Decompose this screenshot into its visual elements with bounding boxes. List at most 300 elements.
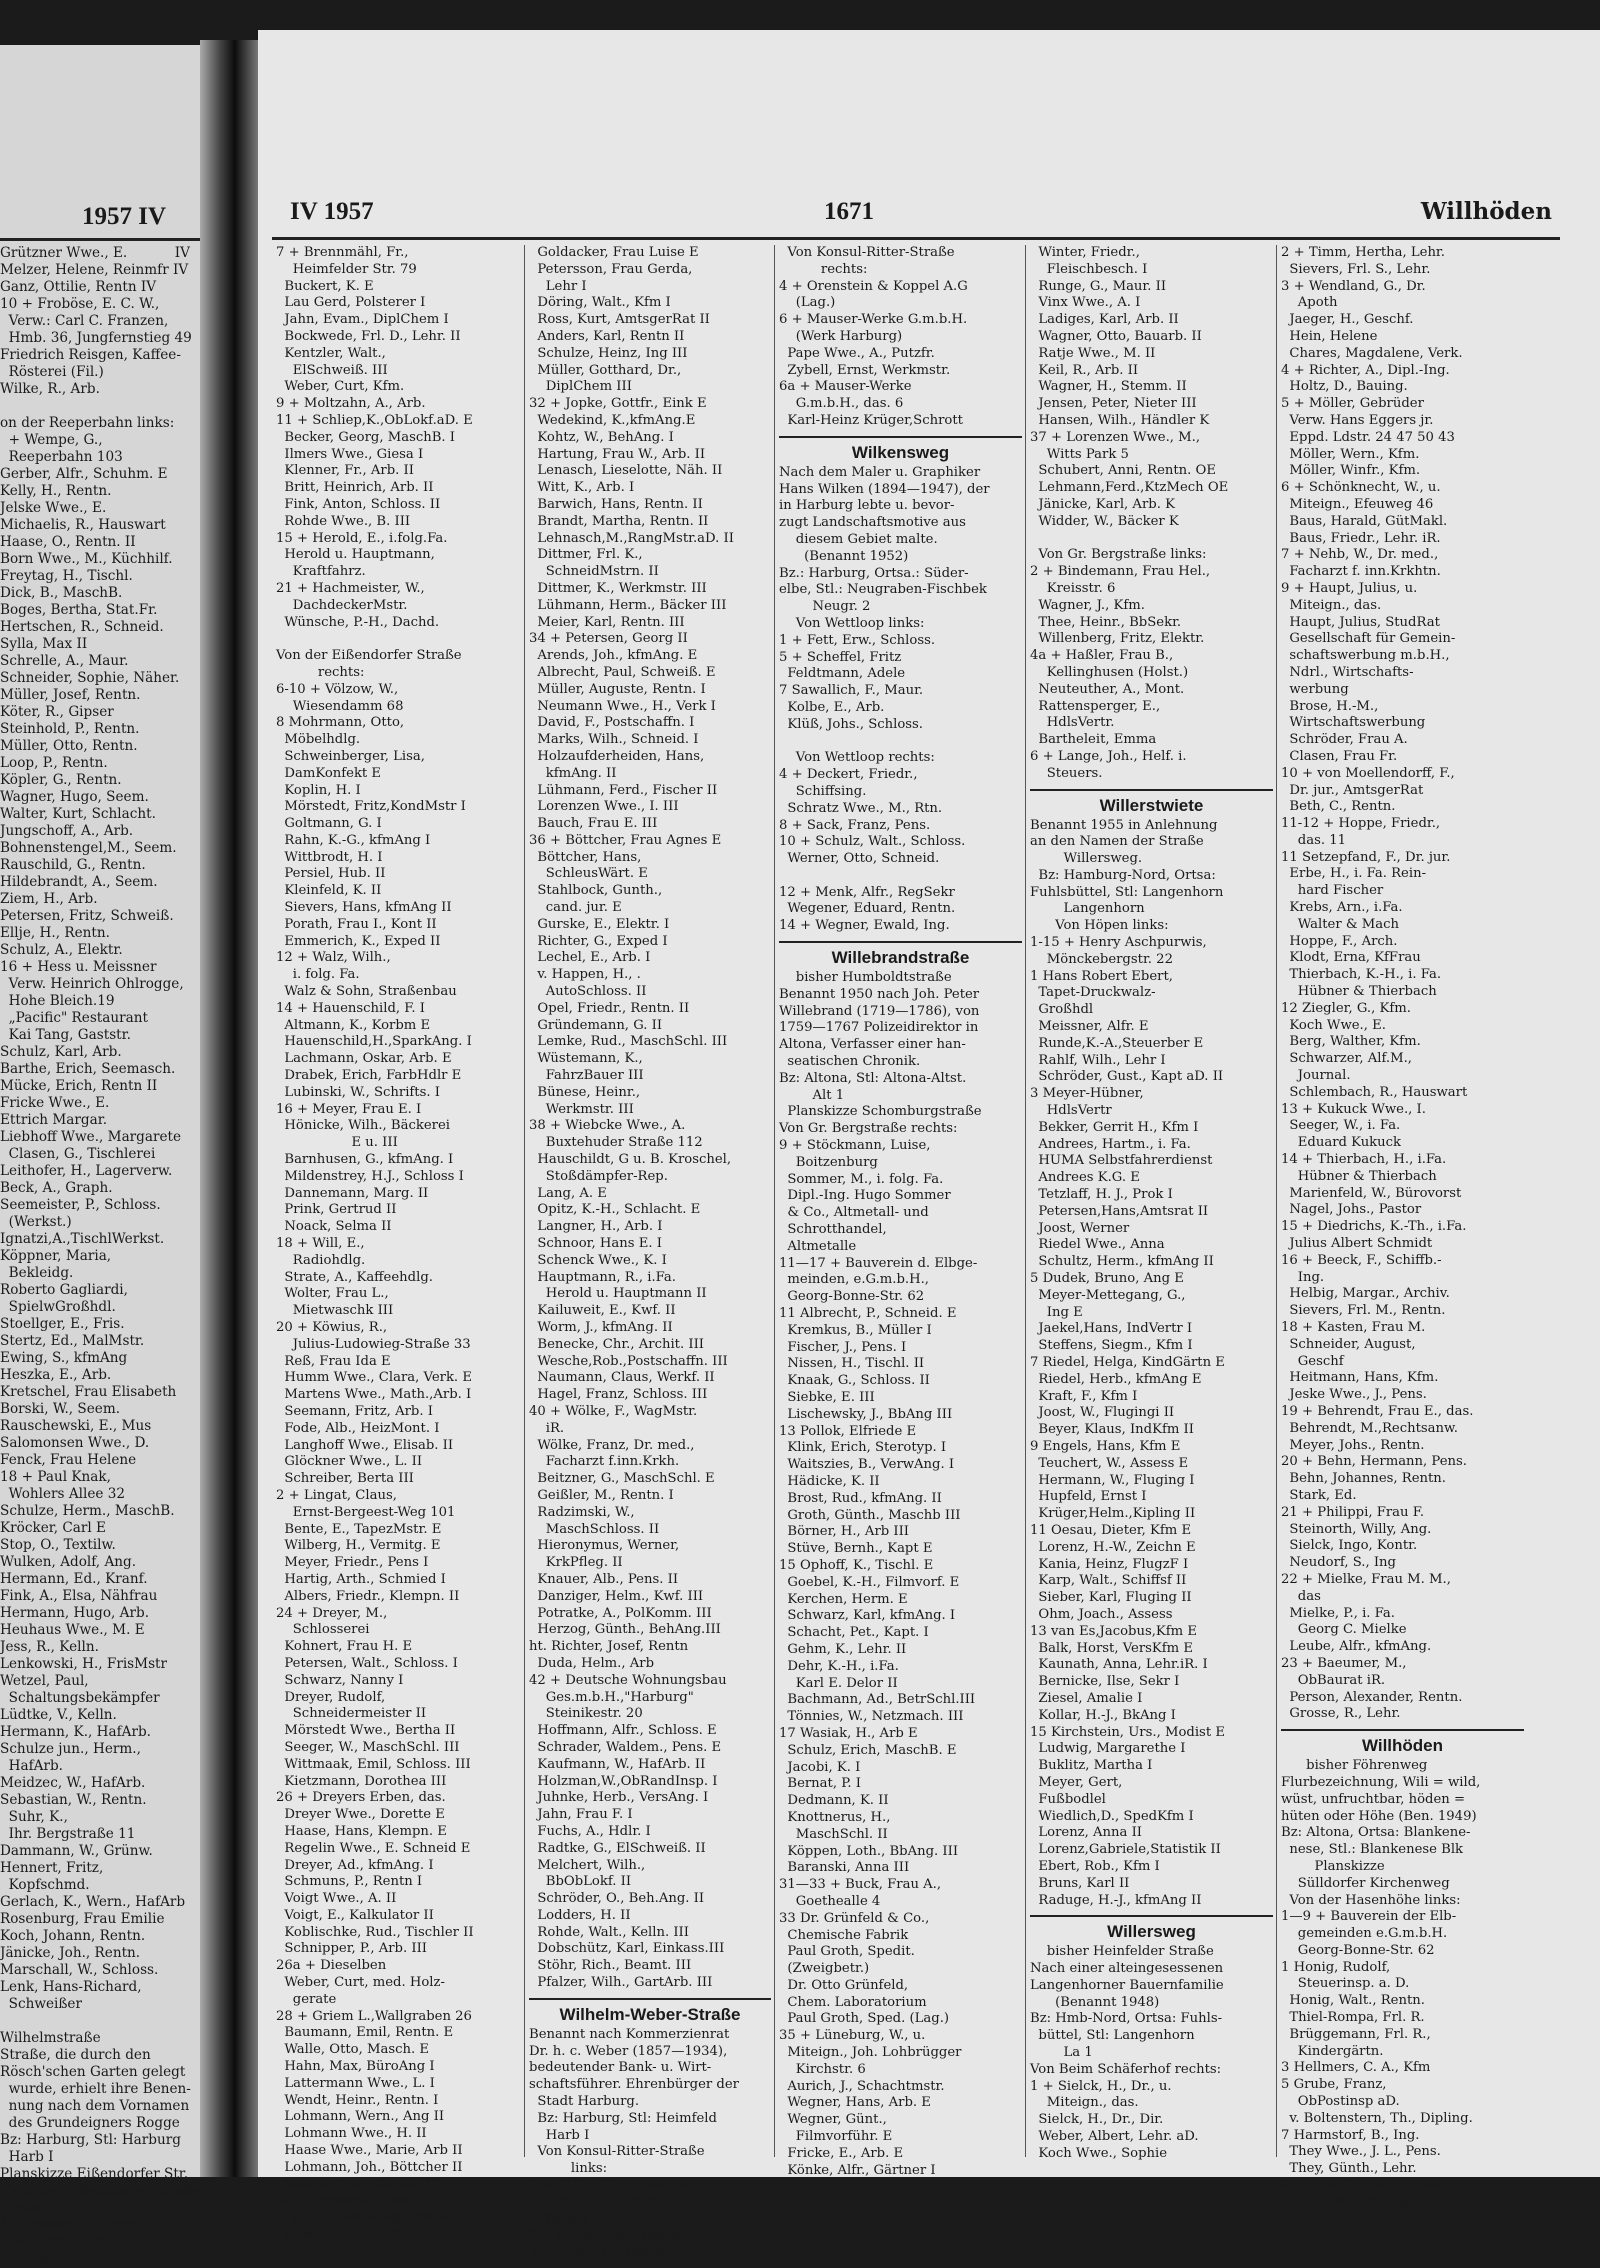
directory-entry: Mönckebergstr. 22	[1030, 951, 1173, 967]
directory-entry: Petersen,Hans,Amtsrat II	[1030, 1203, 1209, 1219]
directory-entry: Eduard Kukuck	[1281, 1135, 1402, 1151]
left-page-line: Melzer, Helene, Reinmfr IV	[0, 262, 189, 278]
directory-entry: Worm, J., kfmAng. II	[529, 1320, 673, 1335]
directory-entry: Schratz Wwe., M., Rtn.	[779, 800, 943, 816]
directory-entry: Wedekind, K.,kfmAng.E	[529, 412, 696, 428]
directory-entry: Baus, Harald, GütMakl.	[1281, 513, 1448, 529]
directory-entry: Von Höpen links:	[1030, 918, 1169, 934]
directory-entry: Dreyer, Ad., kfmAng. I	[276, 1857, 434, 1873]
directory-entry: Opel, Friedr., Rentn. II	[529, 1000, 690, 1016]
directory-entry: Langhoff Wwe., Elisab. II	[276, 1437, 454, 1453]
left-page-line: Rösch'schen Garten gelegt	[0, 2064, 186, 2080]
directory-entry: ObBaurat iR.	[1281, 1672, 1386, 1688]
directory-entry: Ludwig, Margarethe I	[1030, 1741, 1186, 1757]
directory-entry: 40 + Wölke, F., WagMstr.	[529, 1403, 698, 1419]
page-number: 1671	[824, 198, 874, 225]
directory-entry: Meyer, Gert,	[1030, 1774, 1123, 1790]
directory-entry: Meyer-Mettegang, G.,	[1030, 1287, 1186, 1303]
directory-entry: Bz: Altona, Ortsa: Blankene-	[1281, 1825, 1471, 1841]
directory-entry: KrkPfleg. II	[529, 1555, 623, 1571]
directory-entry: Dipl.-Ing. Hugo Sommer	[779, 1188, 951, 1204]
directory-entry: Gesellschaft für Gemein-	[1281, 631, 1456, 647]
directory-entry: Honig, Walt., Rentn.	[1281, 1993, 1425, 2009]
directory-entry: i. folg. Fa.	[276, 967, 360, 983]
directory-entry: Wiedlich,D., SpedKfm I	[1030, 1808, 1194, 1824]
directory-entry: Bz: Altona, Stl: Altona-Altst.	[779, 1070, 967, 1086]
left-page-line: Lenk, Hans-Richard,	[0, 1979, 142, 1995]
directory-entry: Voigt, E., Kalkulator II	[276, 1907, 434, 1923]
directory-entry: 6 + Lange, Joh., Helf. i.	[1030, 748, 1187, 764]
directory-entry: Flurbezeichnung, Wili = wild,	[1281, 1774, 1481, 1790]
directory-entry: DamKonfekt E	[276, 765, 382, 781]
directory-entry: Schulze, Heinz, Ing III	[529, 345, 688, 361]
directory-entry	[1030, 531, 1273, 548]
directory-entry: Petersen, Walt., Schloss. I	[276, 1655, 458, 1671]
directory-entry: Lachmann, Oskar, Arb. E	[276, 1051, 452, 1067]
directory-entry: 1—9 + Bauverein der Elb-	[1281, 1909, 1457, 1925]
directory-entry: Ross, Kurt, AmtsgerRat II	[529, 312, 710, 328]
left-page-line: Jänicke, Joh., Rentn.	[0, 1945, 141, 1961]
directory-entry: Sommer, M., i. folg. Fa.	[779, 1171, 944, 1187]
directory-entry: Langenhorner Bauernfamilie	[1030, 1977, 1224, 1993]
left-page-line: Wohlers Allee 32	[0, 1486, 126, 1502]
directory-entry: Koplin, H. I	[276, 782, 361, 798]
directory-entry: Widder, W., Bäcker K	[1030, 513, 1179, 529]
directory-entry: Lohmann, Joh., Böttcher II	[276, 2159, 463, 2175]
directory-entry: 5 + Scheffel, Fritz	[779, 649, 902, 665]
directory-entry: Schröder, O., Beh.Ang. II	[529, 1891, 705, 1907]
directory-entry: Willenberg, Fritz, Elektr.	[1030, 631, 1205, 647]
directory-entry: 22 + Mielke, Frau M. M.,	[1281, 1571, 1451, 1587]
directory-entry: Lehr I	[529, 278, 587, 294]
left-page-line: „Pacific" Restaurant	[0, 1010, 148, 1026]
directory-entry: Weber, Albert, Lehr. aD.	[1030, 2129, 1199, 2145]
left-page-line: 1 Körstedt, F., Kond.	[0, 2217, 141, 2233]
left-page-line: Verw. Heinrich Ohlrogge,	[0, 976, 184, 992]
directory-entry: Willersweg.	[1030, 851, 1143, 867]
directory-entry: Petersson, Frau Gerda,	[529, 261, 693, 277]
directory-entry: Krüger,Helm.,Kipling II	[1030, 1506, 1196, 1522]
directory-entry: Erbe, H., i. Fa. Rein-	[1281, 866, 1427, 882]
directory-entry: Von Konsul-Ritter-Straße	[529, 2144, 705, 2160]
directory-entry: 3 Meyer-Hübner,	[1030, 1086, 1144, 1102]
directory-entry: Ladiges, Karl, Arb. II	[1030, 312, 1179, 328]
directory-entry: Richter, G., Exped I	[529, 933, 668, 949]
left-page-line: Bekleidg.	[0, 1265, 74, 1281]
directory-entry: Journal.	[1281, 1068, 1351, 1084]
left-header-rule	[0, 238, 200, 241]
left-page-line: 16 + Hess u. Meissner	[0, 959, 157, 975]
directory-entry: Goebel, K.-H., Filmvorf. E	[779, 1574, 960, 1590]
directory-entry: Fode, Alb., HeizMont. I	[276, 1420, 440, 1436]
directory-entry: Wittbrodt, H. I	[276, 849, 383, 865]
directory-entry: Herold u. Hauptmann II	[529, 1286, 707, 1302]
left-page-line: Schrelle, A., Maur.	[0, 653, 129, 669]
directory-entry: 14 + Wegner, Ewald, Ing.	[779, 918, 950, 934]
directory-entry: Persiel, Hub. II	[276, 866, 386, 882]
left-page-line: Kopfschmd.	[0, 1877, 90, 1893]
directory-entry: (Benannt 1948)	[1030, 1994, 1160, 2010]
directory-entry: Bockwede, Frl. D., Lehr. II	[276, 328, 461, 344]
directory-entry: Baumann, Emil, Rentn. E	[276, 2025, 454, 2041]
directory-entry: Möbelhdlg.	[276, 732, 361, 748]
directory-entry: Herold u. Hauptmann,	[276, 547, 435, 563]
directory-entry: Dehr, K.-H., i.Fa.	[779, 1658, 899, 1674]
directory-entry: Chares, Magdalene, Verk.	[1281, 345, 1463, 361]
directory-entry: 5 Dudek, Bruno, Ang E	[1030, 1271, 1184, 1287]
directory-entry	[779, 734, 1022, 751]
directory-entry: Raduge, H.-J., kfmAng II	[1030, 1892, 1202, 1908]
directory-entry: Baranski, Anna III	[779, 1860, 910, 1876]
directory-entry: Walter & Mach	[1281, 916, 1400, 932]
left-page-line: on der Reeperbahn links:	[0, 415, 175, 431]
directory-entry: 19 + Behrendt, Frau E., das.	[1281, 1403, 1474, 1419]
left-page-line: Beck, A., Graph.	[0, 1180, 113, 1196]
directory-entry: Lodders, H. II	[529, 1907, 631, 1923]
directory-entry: Reß, Frau Ida E	[276, 1353, 391, 1369]
directory-entry: Drabek, Erich, FarbHdlr E	[276, 1068, 462, 1084]
directory-entry: 7 Sawallich, F., Maur.	[779, 683, 924, 699]
directory-entry: gerate	[276, 1991, 337, 2007]
directory-entry: ElSchweiß. III	[276, 362, 388, 378]
directory-entry: Dreyer, Rudolf,	[276, 1689, 386, 1705]
directory-entry: Rahn, K.-G., kfmAng I	[276, 832, 431, 848]
directory-entry: Goldacker, Frau Luise E	[529, 245, 699, 260]
left-page-line: Müller, Otto, Rentn.	[0, 738, 138, 754]
directory-entry: 21 + Philippi, Frau F.	[1281, 1504, 1425, 1520]
directory-entry: 2 + Timm, Hertha, Lehr.	[1281, 245, 1445, 260]
directory-entry: Wagner, H., Stemm. II	[1030, 379, 1187, 395]
directory-entry: 20 + Behn, Hermann, Pens.	[1281, 1454, 1467, 1470]
directory-entry: Noack, Selma II	[276, 1219, 392, 1235]
left-page-line: Wetzel, Paul,	[0, 1673, 89, 1689]
directory-entry: Tetzlaff, H. J., Prok I	[1030, 1187, 1173, 1203]
directory-entry: Chem. Laboratorium	[779, 1994, 927, 2010]
directory-entry: Langenhorn	[1030, 901, 1145, 917]
directory-entry: Holtz, D., Bauing.	[1281, 379, 1408, 395]
directory-entry: Hoffmann, Alfr., Schloss. E	[529, 1723, 717, 1739]
directory-entry: Fricke, E., Arb. E	[779, 2145, 904, 2161]
directory-entry: Klüß, Johs., Schloss.	[779, 716, 924, 732]
directory-entry: Schröder, Frau A.	[1281, 732, 1408, 748]
directory-entry: Kremkus, B., Müller I	[779, 1322, 932, 1338]
directory-entry: Ing.	[1281, 1269, 1325, 1285]
directory-entry: Brost, Rud., kfmAng. II	[779, 1490, 942, 1506]
directory-entry: Lehnasch,M.,RangMstr.aD. II	[529, 530, 734, 546]
directory-entry: Haase, Hans, Klempn. E	[276, 1823, 447, 1839]
directory-entry: 36 + Böttcher, Frau Agnes E	[529, 832, 722, 848]
directory-entry: Potratke, A., PolKomm. III	[529, 1605, 712, 1621]
directory-entry: 24 + Dreyer, M.,	[276, 1605, 388, 1621]
directory-entry: Teuchert, W., Assess E	[1030, 1455, 1189, 1471]
left-page-line: Straße, die durch den	[0, 2047, 151, 2063]
directory-entry: rechts:	[276, 664, 365, 680]
directory-entry: DiplChem III	[529, 379, 632, 395]
left-page-line: Ganz, Ottilie, Rentn IV	[0, 279, 157, 295]
directory-entry: Nach einer alteingesessenen	[1030, 1961, 1224, 1977]
directory-entry: Hartig, Arth., Schmied I	[276, 1571, 446, 1587]
directory-entry: v. Boltenstern, Th., Dipling.	[1281, 2110, 1473, 2126]
left-page-line: Grützner Wwe., E. IV	[0, 245, 190, 261]
directory-entry: Kerchen, Herm. E	[779, 1591, 908, 1607]
directory-entry: Stahlbock, Gunth.,	[529, 883, 663, 899]
header-volume-year: IV 1957	[290, 198, 374, 225]
directory-column-3	[774, 245, 1026, 2178]
left-page-line: Ignatzi,A.,TischlWerkst.	[0, 1231, 165, 1247]
directory-entry: 3 Hellmers, C. A., Kfm	[1281, 2060, 1431, 2076]
directory-entry: HdlsVertr	[1030, 1103, 1112, 1119]
directory-entry: La 1	[1030, 2045, 1093, 2061]
left-page-line: Haase, O., Rentn. II	[0, 534, 136, 550]
directory-entry: Rahlf, Wilh., Lehr I	[1030, 1052, 1166, 1068]
directory-entry: Beitzner, G., MaschSchl. E	[529, 1471, 715, 1487]
directory-entry	[779, 868, 1022, 885]
directory-entry: Karl E. Delor II	[779, 1675, 898, 1691]
directory-entry: das. 11	[1281, 832, 1347, 848]
directory-entry: Wiesendamm 68	[276, 698, 404, 714]
directory-entry: 20 + Köwius, R.,	[276, 1320, 388, 1335]
directory-entry: Wolter, Frau L.,	[276, 1286, 389, 1302]
left-page-line: Von der Eißendorfer Straße	[0, 2183, 200, 2199]
directory-entry: Holzman,W.,ObRandInsp. I	[529, 1773, 718, 1789]
directory-entry: Von Wettloop rechts:	[779, 750, 935, 766]
directory-entry: Kindergärtn.	[1281, 2043, 1384, 2059]
directory-entry: Miteign., das.	[1030, 2095, 1139, 2111]
directory-entry: Waitszies, B., VerwAng. I	[779, 1457, 955, 1473]
directory-entry: Schnoor, Hans E. I	[529, 1236, 662, 1252]
directory-entry: schaftsführer. Ehrenbürger der	[529, 2077, 739, 2093]
directory-entry: Fuhlsbüttel, Stl: Langenhorn	[1030, 884, 1224, 900]
directory-entry: Rohde, Walt., Kelln. III	[529, 1924, 689, 1940]
directory-entry: 9 + Moltzahn, A., Arb.	[276, 396, 426, 412]
directory-entry: 12 + Walz, Wilh.,	[276, 950, 391, 966]
directory-entry: 26a + Dieselben	[276, 1958, 387, 1974]
directory-entry: Mörstedt, Fritz,KondMstr I	[276, 799, 466, 815]
directory-entry: Runge, G., Maur. II	[1030, 278, 1167, 294]
directory-entry: Brose, H.-M.,	[1281, 698, 1379, 714]
directory-entry: Planskizze Schomburgstraße	[779, 1104, 982, 1120]
directory-entry: 21 + Hachmeister, W.,	[276, 580, 425, 596]
left-page-line: Hmb. 36, Jungfernstieg 49	[0, 330, 192, 346]
directory-entry: 3 + Wendland, G., Dr.	[1281, 278, 1426, 294]
directory-entry: Weber, Curt, med. Holz-	[276, 1975, 445, 1991]
directory-entry: Apoth	[1281, 295, 1338, 311]
directory-entry: iR.	[529, 1420, 565, 1436]
directory-entry: Steinorth, Willy, Ang.	[1281, 1521, 1432, 1537]
directory-entry: Haase Wwe., Marie, Arb II	[276, 2143, 463, 2159]
directory-entry: Lehmann,Ferd.,KtzMech OE	[1030, 480, 1229, 496]
directory-entry: Chemische Fabrik	[779, 1927, 909, 1943]
directory-entry: Hauptmann, R., i.Fa.	[529, 1269, 676, 1285]
directory-entry: Kraftfahrz.	[276, 564, 366, 580]
directory-entry: Thiel-Rompa, Frl. R.	[1281, 2010, 1425, 2026]
directory-entry: Regelin Wwe., E. Schneid E	[276, 1840, 471, 1856]
directory-column-4	[1025, 245, 1277, 2161]
directory-entry: Stüve, Bernh., Kapt E	[779, 1541, 933, 1557]
directory-entry: Ilmers Wwe., Giesa I	[276, 446, 424, 462]
directory-entry: Ing E	[1030, 1304, 1083, 1320]
directory-entry: MaschSchl. II	[779, 1826, 888, 1842]
directory-entry: 8 + Sack, Franz, Pens.	[779, 817, 931, 833]
directory-entry: Joost, Werner	[1030, 1220, 1130, 1236]
directory-entry: 11-12 + Hoppe, Friedr.,	[1281, 816, 1441, 832]
directory-entry: David, F., Postschaffn. I	[529, 715, 695, 731]
directory-entry: Harb I	[529, 2127, 590, 2143]
directory-entry: Fischer, J., Pens. I	[779, 1339, 907, 1355]
directory-entry: Groth, Günth., Maschb III	[779, 1507, 961, 1523]
directory-entry: Mietwaschk III	[276, 1303, 394, 1319]
street-heading: Wilhelm-Weber-Straße	[529, 1998, 771, 2025]
directory-entry: 38 + Wiebcke Wwe., A.	[529, 1118, 686, 1134]
directory-entry: bisher Humboldtstraße	[779, 970, 952, 986]
directory-entry: Anders, Karl, Rentn II	[529, 328, 685, 344]
directory-entry: Julius-Ludowieg-Straße 22	[276, 2210, 471, 2226]
directory-entry: Schreiber, Berta III	[276, 1471, 414, 1487]
directory-entry: HUMA Selbstfahrerdienst	[1030, 1153, 1213, 1169]
directory-entry: 26 + Dreyers Erben, das.	[276, 1790, 446, 1806]
directory-entry: Seemann, Fritz, Arb. I	[276, 1403, 433, 1419]
directory-entry: Stöhr, Rich., Beamt. III	[529, 1958, 692, 1974]
directory-entry: in Harburg lebte u. bevor-	[779, 498, 955, 514]
directory-entry: Von Beim Schäferhof rechts:	[1030, 2061, 1222, 2077]
directory-entry: Schlembach, R., Hauswart	[1281, 1084, 1468, 1100]
left-page-line: Petersen, Fritz, Schweiß.	[0, 908, 174, 924]
directory-entry: Heimfelder Str. 79	[276, 261, 417, 277]
directory-entry: Stoßdämpfer-Rep.	[529, 1168, 668, 1184]
directory-entry: Wilberg, H., Vermitg. E	[276, 1538, 441, 1554]
left-page-line: Hermann, K., HafArb.	[0, 1724, 151, 1740]
directory-entry: Geißler, M., Rentn. I	[529, 1487, 674, 1503]
directory-entry: Möller, Winfr., Kfm.	[1281, 463, 1421, 479]
left-page-line: Jelske Wwe., E.	[0, 500, 107, 516]
directory-entry: zugt Landschaftsmotive aus	[779, 515, 966, 531]
directory-entry: Kollar, H.-J., BkAng I	[1030, 1707, 1176, 1723]
directory-entry: Duda, Helm., Arb	[529, 1655, 655, 1671]
directory-entry: Müller, Auguste, Rentn. I	[529, 681, 706, 697]
directory-entry: Bünese, Heinr.,	[529, 1084, 641, 1100]
directory-entry: Kolbe, E., Arb.	[779, 699, 885, 715]
left-page-line: nung nach dem Vornamen	[0, 2098, 190, 2114]
directory-entry: Wagner, J., Kfm.	[1030, 597, 1145, 613]
directory-entry: 11—17 + Bauverein d. Elbge-	[779, 1255, 978, 1271]
left-page-line: Wilhelmstraße	[0, 2030, 101, 2046]
directory-entry: 18 + Kasten, Frau M.	[1281, 1320, 1426, 1335]
directory-entry: Ndrl., Wirtschafts-	[1281, 664, 1414, 680]
left-page-line: Suhr, K.,	[0, 1809, 68, 1825]
directory-entry: 15 + Diedrichs, K.-Th., i.Fa.	[1281, 1219, 1467, 1235]
directory-entry: Helbig, Margar., Archiv.	[1281, 1286, 1450, 1302]
directory-entry: das	[1281, 1588, 1321, 1604]
directory-entry: Thierbach, K.-H., i. Fa.	[1281, 967, 1442, 983]
directory-entry: Pfalzer, Wilh., GartArb. III	[529, 1975, 713, 1991]
directory-entry: Von Gr. Bergstraße rechts:	[779, 1121, 958, 1137]
left-page-line: Mücke, Erich, Rentn II	[0, 1078, 158, 1094]
directory-entry: (Lag.)	[779, 295, 836, 311]
directory-entry: Riedel, Herb., kfmAng E	[1030, 1371, 1202, 1387]
left-page-line: Borski, W., Seem.	[0, 1401, 121, 1417]
directory-entry: Schwarz, Karl, kfmAng. I	[779, 1608, 956, 1624]
directory-entry: Lorenzen Wwe., I. III	[529, 799, 679, 815]
running-head: Willhöden	[1420, 198, 1552, 225]
directory-entry: 13 Pollok, Elfriede E	[779, 1423, 917, 1439]
directory-entry: nese, Stl.: Blankenese Blk	[1281, 1842, 1464, 1858]
directory-entry: 12 + Menk, Alfr., RegSekr	[779, 884, 955, 900]
directory-entry: links:	[529, 2161, 608, 2177]
directory-entry: Altmetalle	[779, 1238, 857, 1254]
directory-entry: Lohmann, Wern., Ang II	[276, 2109, 445, 2125]
directory-entry: Bz: Hmb-Nord, Ortsa: Fuhls-	[1030, 2011, 1223, 2027]
directory-entry: Danziger, Helm., Kwf. III	[529, 1588, 704, 1604]
directory-entry: Bz: Harburg, Stl: Heimfeld	[529, 2110, 717, 2126]
directory-entry: Wünsche, P.-H., Dachd.	[276, 614, 440, 630]
directory-entry: (Benannt 1952)	[779, 548, 909, 564]
directory-entry: Verw. Hans Eggers jr.	[1281, 412, 1434, 428]
directory-entry: Hupfeld, Ernst I	[1030, 1489, 1147, 1505]
directory-entry: Möller, Wern., Kfm.	[1281, 446, 1420, 462]
directory-entry: 14 + Hauenschild, F. I	[276, 1000, 425, 1016]
directory-entry: Schiffsing.	[779, 783, 867, 799]
directory-entry: Melchert, Wilh.,	[529, 1857, 646, 1873]
left-page-line: Köpler, G., Rentn.	[0, 772, 122, 788]
directory-entry: Meier, Karl, Rentn. III	[529, 614, 685, 630]
directory-entry: Brandt, Martha, Rentn. II	[529, 513, 709, 529]
left-page-line: Köppner, Maria,	[0, 1248, 112, 1264]
directory-entry: 7 Riedel, Helga, KindGärtn E	[1030, 1355, 1225, 1370]
left-page-line: Planskizze Eißendorfer Str.	[0, 2166, 189, 2182]
directory-entry: Wegener, Eduard, Rentn.	[779, 901, 956, 917]
directory-entry: Jaeger, H., Geschf.	[1281, 312, 1414, 328]
directory-entry: Wegner, Günt.,	[779, 2112, 887, 2128]
left-page-line: Hohe Bleich.19	[0, 993, 115, 1009]
directory-entry: diesem Gebiet malte.	[779, 531, 938, 547]
directory-entry: Hädicke, K. II	[779, 1473, 880, 1489]
directory-entry: 9 + Stuhr, H., HafArb.	[529, 2245, 679, 2261]
directory-entry: Goltmann, G. I	[276, 816, 382, 832]
directory-entry: hüten oder Höhe (Ben. 1949)	[1281, 1808, 1477, 1824]
left-page-line: Schulze, Herm., MaschB.	[0, 1503, 175, 1519]
directory-entry: Strate, A., Kaffeehdlg.	[276, 1269, 433, 1285]
directory-entry: Sieber, Karl, Fluging II	[1030, 1590, 1192, 1606]
directory-entry: Porath, Frau I., Kont II	[276, 916, 437, 932]
directory-entry: Marienfeld, W., Bürovorst	[1281, 1185, 1462, 1201]
left-page-line	[0, 2013, 192, 2030]
directory-entry: Nagel, Johs., Pastor	[1281, 1202, 1422, 1218]
left-page-line: Harb I	[0, 2149, 54, 2165]
directory-entry: 1-15 + Henry Aschpurwis,	[1030, 935, 1207, 951]
page-header	[258, 198, 1600, 232]
directory-entry: Hönicke, Wilh., Bäckerei	[276, 1118, 450, 1134]
directory-entry: Bernicke, Ilse, Sekr I	[1030, 1674, 1180, 1690]
directory-entry: Witt, K., Arb. I	[529, 480, 635, 496]
directory-entry: 13 + Kukuck Wwe., I.	[1281, 1101, 1426, 1117]
directory-entry: Kaunath, Anna, Lehr.iR. I	[1030, 1657, 1208, 1673]
directory-entry: Bartheleit, Emma	[1030, 732, 1157, 748]
directory-entry: Balk, Horst, VersKfm E	[1030, 1640, 1193, 1656]
directory-entry: Klodt, Erna, KfFrau	[1281, 950, 1421, 966]
directory-entry: Dedmann, K. II	[779, 1793, 889, 1809]
left-page-line: Wulken, Adolf, Ang.	[0, 1554, 137, 1570]
directory-entry: MaschSchloss. II	[529, 1521, 660, 1537]
directory-entry: Von Konsul-Ritter-Straße	[779, 245, 955, 260]
directory-entry: Rattensperger, E.,	[1030, 698, 1161, 714]
left-page-text	[0, 245, 200, 2268]
directory-entry: DachdeckerMstr.	[276, 597, 408, 613]
directory-entry: Dittmer, Frl. K.,	[529, 547, 643, 563]
directory-entry: Wagner, Otto, Bauarb. II	[1030, 328, 1202, 344]
directory-entry: elbe, Stl.: Neugraben-Fischbek	[779, 582, 987, 598]
directory-entry: Wegner, Hans, Arb. E	[779, 2095, 931, 2111]
directory-entry: Albrecht, Paul, Schweiß. E	[529, 664, 716, 680]
